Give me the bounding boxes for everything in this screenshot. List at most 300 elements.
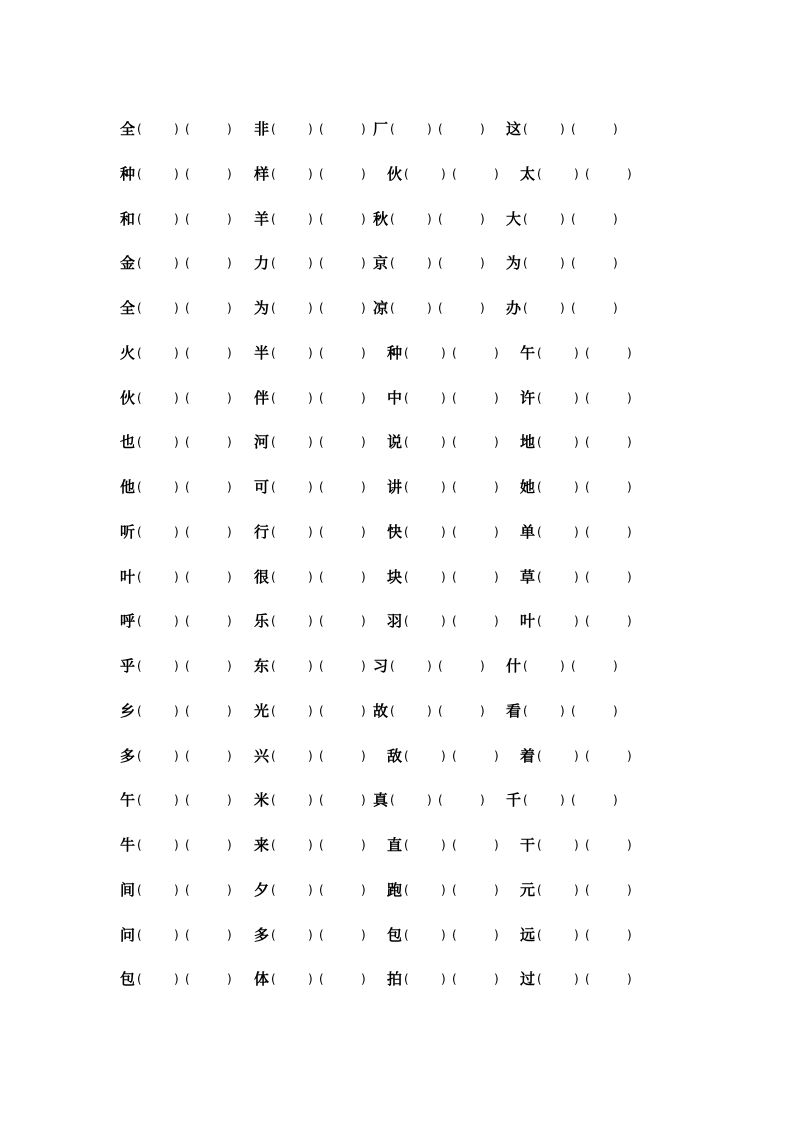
- character: 乡: [120, 701, 136, 720]
- open-paren: (: [438, 256, 443, 271]
- close-paren: ): [174, 659, 179, 673]
- close-paren: ): [227, 882, 232, 897]
- open-paren: (: [271, 524, 276, 539]
- close-paren: ): [574, 524, 579, 539]
- character: 千: [506, 791, 522, 810]
- worksheet-row: [0, 880, 794, 900]
- character: 过: [520, 970, 536, 989]
- character: 京: [373, 254, 389, 273]
- close-paren: ): [427, 122, 432, 136]
- open-paren: (: [137, 301, 142, 315]
- close-paren: ): [480, 211, 485, 226]
- open-paren: (: [585, 972, 590, 987]
- open-paren: (: [537, 480, 542, 494]
- worksheet-row: [0, 343, 794, 363]
- character: 为: [254, 299, 270, 317]
- open-paren: (: [523, 122, 528, 136]
- open-paren: (: [319, 301, 324, 315]
- close-paren: ): [361, 211, 366, 226]
- character: 间: [120, 880, 136, 899]
- worksheet-row: [0, 701, 794, 721]
- character: 大: [506, 209, 522, 228]
- open-paren: (: [404, 972, 409, 987]
- character: 乐: [254, 612, 270, 631]
- close-paren: ): [494, 972, 499, 987]
- open-paren: (: [404, 166, 409, 181]
- open-paren: (: [537, 614, 542, 629]
- close-paren: ): [308, 793, 313, 808]
- open-paren: (: [319, 703, 324, 718]
- close-paren: ): [441, 480, 446, 494]
- open-paren: (: [404, 569, 409, 584]
- close-paren: ): [574, 480, 579, 494]
- close-paren: ): [441, 345, 446, 360]
- open-paren: (: [137, 256, 142, 271]
- character: 元: [520, 880, 536, 899]
- open-paren: (: [137, 748, 142, 763]
- open-paren: (: [404, 435, 409, 450]
- character: 多: [254, 925, 270, 944]
- open-paren: (: [271, 927, 276, 942]
- character: 讲: [387, 478, 403, 496]
- open-paren: (: [438, 122, 443, 136]
- open-paren: (: [452, 390, 457, 405]
- close-paren: ): [574, 569, 579, 584]
- character: 伙: [120, 388, 136, 407]
- close-paren: ): [627, 435, 632, 450]
- close-paren: ): [361, 256, 366, 271]
- character: 太: [520, 164, 536, 183]
- close-paren: ): [441, 927, 446, 942]
- worksheet-row: [0, 969, 794, 989]
- open-paren: (: [452, 748, 457, 763]
- open-paren: (: [404, 390, 409, 405]
- open-paren: (: [185, 882, 190, 897]
- open-paren: (: [271, 480, 276, 494]
- open-paren: (: [390, 703, 395, 718]
- open-paren: (: [185, 748, 190, 763]
- open-paren: (: [404, 748, 409, 763]
- close-paren: ): [361, 882, 366, 897]
- character: 火: [120, 343, 136, 362]
- worksheet-row: [0, 298, 794, 318]
- close-paren: ): [560, 793, 565, 808]
- character: 这: [506, 120, 522, 138]
- close-paren: ): [227, 927, 232, 942]
- character: 包: [120, 970, 136, 989]
- close-paren: ): [308, 882, 313, 897]
- open-paren: (: [271, 703, 276, 718]
- close-paren: ): [308, 838, 313, 852]
- open-paren: (: [537, 569, 542, 584]
- open-paren: (: [585, 524, 590, 539]
- open-paren: (: [390, 122, 395, 136]
- character: 伙: [387, 164, 403, 183]
- close-paren: ): [441, 166, 446, 181]
- worksheet-row: [0, 253, 794, 273]
- character: 很: [254, 567, 270, 586]
- open-paren: (: [571, 703, 576, 718]
- open-paren: (: [585, 614, 590, 629]
- character: 河: [254, 433, 270, 452]
- open-paren: (: [137, 122, 142, 136]
- worksheet-row: [0, 209, 794, 229]
- close-paren: ): [227, 122, 232, 136]
- close-paren: ): [560, 211, 565, 226]
- close-paren: ): [613, 703, 618, 718]
- character: 种: [120, 164, 136, 183]
- close-paren: ): [174, 614, 179, 629]
- close-paren: ): [574, 972, 579, 987]
- open-paren: (: [185, 524, 190, 539]
- close-paren: ): [227, 838, 232, 852]
- open-paren: (: [137, 166, 142, 181]
- close-paren: ): [308, 345, 313, 360]
- close-paren: ): [427, 659, 432, 673]
- close-paren: ): [227, 301, 232, 315]
- open-paren: (: [319, 927, 324, 942]
- close-paren: ): [227, 390, 232, 405]
- close-paren: ): [613, 122, 618, 136]
- open-paren: (: [185, 166, 190, 181]
- character: 力: [254, 254, 270, 273]
- open-paren: (: [185, 211, 190, 226]
- close-paren: ): [427, 301, 432, 315]
- open-paren: (: [585, 480, 590, 494]
- open-paren: (: [185, 614, 190, 629]
- close-paren: ): [174, 703, 179, 718]
- open-paren: (: [137, 524, 142, 539]
- close-paren: ): [227, 748, 232, 763]
- open-paren: (: [137, 390, 142, 405]
- close-paren: ): [613, 211, 618, 226]
- close-paren: ): [361, 793, 366, 808]
- close-paren: ): [627, 390, 632, 405]
- open-paren: (: [537, 838, 542, 852]
- open-paren: (: [137, 972, 142, 987]
- close-paren: ): [480, 659, 485, 673]
- close-paren: ): [361, 390, 366, 405]
- worksheet-row: [0, 119, 794, 139]
- character: 光: [254, 701, 270, 720]
- character: 厂: [373, 120, 389, 138]
- close-paren: ): [574, 927, 579, 942]
- character: 呼: [120, 612, 136, 631]
- close-paren: ): [494, 480, 499, 494]
- close-paren: ): [574, 435, 579, 450]
- character: 远: [520, 925, 536, 944]
- character: 种: [387, 343, 403, 362]
- close-paren: ): [174, 838, 179, 852]
- close-paren: ): [574, 390, 579, 405]
- character: 真: [373, 791, 389, 810]
- close-paren: ): [494, 524, 499, 539]
- close-paren: ): [308, 122, 313, 136]
- character: 羽: [387, 612, 403, 631]
- open-paren: (: [390, 256, 395, 271]
- close-paren: ): [227, 614, 232, 629]
- close-paren: ): [627, 614, 632, 629]
- character: 半: [254, 343, 270, 362]
- close-paren: ): [308, 927, 313, 942]
- open-paren: (: [537, 390, 542, 405]
- close-paren: ): [494, 166, 499, 181]
- close-paren: ): [613, 793, 618, 808]
- open-paren: (: [452, 524, 457, 539]
- character: 米: [254, 791, 270, 810]
- close-paren: ): [361, 972, 366, 987]
- worksheet-row: [0, 746, 794, 766]
- worksheet-row: [0, 567, 794, 587]
- close-paren: ): [361, 703, 366, 718]
- open-paren: (: [585, 166, 590, 181]
- close-paren: ): [174, 390, 179, 405]
- close-paren: ): [494, 435, 499, 450]
- close-paren: ): [174, 927, 179, 942]
- close-paren: ): [574, 838, 579, 852]
- open-paren: (: [271, 166, 276, 181]
- close-paren: ): [480, 122, 485, 136]
- open-paren: (: [571, 301, 576, 315]
- close-paren: ): [627, 882, 632, 897]
- character: 兴: [254, 746, 270, 765]
- open-paren: (: [185, 793, 190, 808]
- close-paren: ): [361, 166, 366, 181]
- close-paren: ): [494, 927, 499, 942]
- close-paren: ): [174, 345, 179, 360]
- open-paren: (: [585, 569, 590, 584]
- close-paren: ): [227, 211, 232, 226]
- character: 也: [120, 433, 136, 452]
- character: 她: [520, 478, 536, 496]
- close-paren: ): [494, 838, 499, 852]
- close-paren: ): [227, 256, 232, 271]
- open-paren: (: [523, 301, 528, 315]
- open-paren: (: [137, 345, 142, 360]
- close-paren: ): [308, 569, 313, 584]
- character: 秋: [373, 209, 389, 228]
- close-paren: ): [560, 122, 565, 136]
- open-paren: (: [452, 480, 457, 494]
- open-paren: (: [390, 659, 395, 673]
- close-paren: ): [361, 345, 366, 360]
- close-paren: ): [227, 480, 232, 494]
- open-paren: (: [523, 659, 528, 673]
- character: 直: [387, 836, 403, 854]
- worksheet-row: [0, 477, 794, 497]
- open-paren: (: [137, 659, 142, 673]
- open-paren: (: [404, 524, 409, 539]
- open-paren: (: [271, 435, 276, 450]
- open-paren: (: [185, 301, 190, 315]
- open-paren: (: [452, 972, 457, 987]
- worksheet-row: [0, 432, 794, 452]
- open-paren: (: [319, 345, 324, 360]
- close-paren: ): [574, 345, 579, 360]
- close-paren: ): [560, 301, 565, 315]
- close-paren: ): [361, 435, 366, 450]
- character: 什: [506, 657, 522, 675]
- open-paren: (: [452, 927, 457, 942]
- open-paren: (: [571, 256, 576, 271]
- close-paren: ): [174, 569, 179, 584]
- close-paren: ): [308, 211, 313, 226]
- open-paren: (: [585, 838, 590, 852]
- open-paren: (: [271, 882, 276, 897]
- open-paren: (: [319, 838, 324, 852]
- character: 全: [120, 120, 136, 138]
- open-paren: (: [319, 211, 324, 226]
- open-paren: (: [271, 614, 276, 629]
- close-paren: ): [174, 793, 179, 808]
- character: 敌: [387, 746, 403, 765]
- close-paren: ): [627, 345, 632, 360]
- open-paren: (: [137, 614, 142, 629]
- character: 跑: [387, 880, 403, 899]
- open-paren: (: [523, 211, 528, 226]
- close-paren: ): [227, 569, 232, 584]
- open-paren: (: [319, 569, 324, 584]
- open-paren: (: [271, 569, 276, 584]
- character: 叶: [120, 567, 136, 586]
- open-paren: (: [185, 569, 190, 584]
- close-paren: ): [494, 569, 499, 584]
- character: 块: [387, 567, 403, 586]
- open-paren: (: [438, 301, 443, 315]
- close-paren: ): [308, 301, 313, 315]
- open-paren: (: [404, 882, 409, 897]
- close-paren: ): [308, 435, 313, 450]
- character: 说: [387, 433, 403, 452]
- character: 习: [373, 657, 389, 675]
- open-paren: (: [585, 927, 590, 942]
- close-paren: ): [174, 211, 179, 226]
- close-paren: ): [480, 301, 485, 315]
- character: 行: [254, 522, 270, 541]
- close-paren: ): [613, 256, 618, 271]
- worksheet-row: [0, 656, 794, 676]
- open-paren: (: [537, 748, 542, 763]
- open-paren: (: [319, 390, 324, 405]
- close-paren: ): [361, 659, 366, 673]
- character: 听: [120, 522, 136, 541]
- open-paren: (: [137, 703, 142, 718]
- open-paren: (: [390, 301, 395, 315]
- close-paren: ): [441, 614, 446, 629]
- character: 办: [506, 299, 522, 317]
- open-paren: (: [319, 166, 324, 181]
- close-paren: ): [574, 166, 579, 181]
- close-paren: ): [427, 256, 432, 271]
- character: 地: [520, 433, 536, 452]
- character: 凉: [373, 299, 389, 317]
- close-paren: ): [361, 524, 366, 539]
- open-paren: (: [319, 256, 324, 271]
- close-paren: ): [627, 748, 632, 763]
- close-paren: ): [227, 524, 232, 539]
- open-paren: (: [585, 748, 590, 763]
- open-paren: (: [404, 480, 409, 494]
- worksheet-row: [0, 611, 794, 631]
- close-paren: ): [427, 703, 432, 718]
- close-paren: ): [174, 882, 179, 897]
- character: 伴: [254, 388, 270, 407]
- close-paren: ): [308, 972, 313, 987]
- character: 午: [120, 791, 136, 810]
- open-paren: (: [404, 838, 409, 852]
- close-paren: ): [480, 256, 485, 271]
- open-paren: (: [319, 435, 324, 450]
- open-paren: (: [571, 122, 576, 136]
- open-paren: (: [185, 659, 190, 673]
- open-paren: (: [185, 122, 190, 136]
- close-paren: ): [227, 659, 232, 673]
- open-paren: (: [319, 122, 324, 136]
- character: 中: [387, 388, 403, 407]
- character: 乎: [120, 657, 136, 675]
- character: 看: [506, 701, 522, 720]
- close-paren: ): [174, 748, 179, 763]
- open-paren: (: [452, 435, 457, 450]
- close-paren: ): [627, 838, 632, 852]
- open-paren: (: [319, 659, 324, 673]
- open-paren: (: [390, 793, 395, 808]
- worksheet-row: [0, 925, 794, 945]
- open-paren: (: [523, 793, 528, 808]
- open-paren: (: [452, 614, 457, 629]
- worksheet-row: [0, 164, 794, 184]
- open-paren: (: [319, 793, 324, 808]
- character: 干: [520, 836, 536, 854]
- close-paren: ): [174, 122, 179, 136]
- close-paren: ): [494, 345, 499, 360]
- worksheet-row: [0, 790, 794, 810]
- close-paren: ): [494, 614, 499, 629]
- close-paren: ): [308, 256, 313, 271]
- close-paren: ): [361, 122, 366, 136]
- character: 全: [120, 299, 136, 317]
- character: 他: [120, 478, 136, 496]
- close-paren: ): [361, 927, 366, 942]
- character: 为: [506, 254, 522, 273]
- character: 东: [254, 657, 270, 675]
- close-paren: ): [361, 838, 366, 852]
- character: 可: [254, 478, 270, 496]
- character: 草: [520, 567, 536, 586]
- close-paren: ): [308, 524, 313, 539]
- open-paren: (: [585, 435, 590, 450]
- close-paren: ): [361, 301, 366, 315]
- open-paren: (: [271, 972, 276, 987]
- open-paren: (: [523, 256, 528, 271]
- character: 叶: [520, 612, 536, 631]
- open-paren: (: [137, 793, 142, 808]
- character: 牛: [120, 836, 136, 854]
- open-paren: (: [137, 927, 142, 942]
- open-paren: (: [185, 256, 190, 271]
- open-paren: (: [452, 345, 457, 360]
- open-paren: (: [271, 256, 276, 271]
- character: 来: [254, 836, 270, 854]
- character: 单: [520, 522, 536, 541]
- open-paren: (: [319, 972, 324, 987]
- close-paren: ): [627, 524, 632, 539]
- close-paren: ): [361, 480, 366, 494]
- worksheet-row: [0, 522, 794, 542]
- open-paren: (: [571, 211, 576, 226]
- close-paren: ): [361, 569, 366, 584]
- close-paren: ): [227, 972, 232, 987]
